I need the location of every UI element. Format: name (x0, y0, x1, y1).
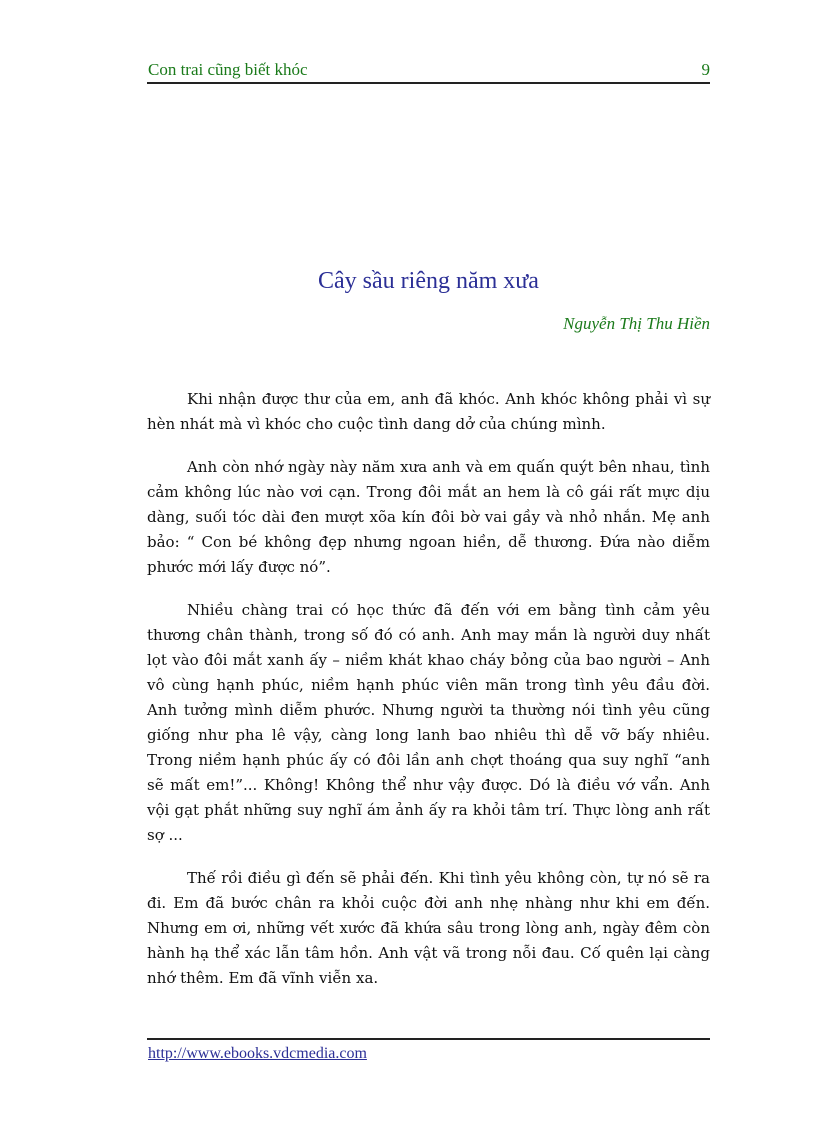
paragraph: Nhiều chàng trai có học thức đã đến với em bằng tình cảm yêu thương chân thành, trong số đó có anh. Anh may mắn là người duy nhất lọt vào đôi mắt xanh ấy – niềm khát khao cháy bỏng của bao người – Anh vô cùng hạnh phúc, niềm hạnh phúc viên mãn trong tình yêu đầu đời. Anh tưởng mình diễm phước. Nhưng người ta thường nói tình yêu cũng giống như pha lê vậy, càng long lanh bao nhiêu thì dễ vỡ bấy nhiêu. Trong niềm hạnh phúc ấy có đôi lần anh chợt thoáng qua suy nghĩ “anh sẽ mất em!”... Không! Không thể như vậy được. Dó là điều vớ vẩn. Anh vội gạt phắt những suy nghĩ ám ảnh ấy ra khỏi tâm trí. Thực lòng anh rất sợ ... (147, 601, 710, 844)
story-author: Nguyễn Thị Thu Hiền (563, 314, 710, 333)
page-number: 9 (701, 60, 710, 79)
book-title: Con trai cũng biết khóc (148, 60, 308, 79)
story-body (147, 387, 710, 1009)
paragraph: Khi nhận được thư của em, anh đã khóc. Anh khóc không phải vì sự hèn nhát mà vì khóc cho cuộc tình dang dở của chúng mình. (147, 390, 710, 433)
story-title: Cây sầu riêng năm xưa (318, 268, 539, 294)
paragraph: Anh còn nhớ ngày này năm xưa anh và em quấn quýt bên nhau, tình cảm không lúc nào vơi cạn. Trong đôi mắt an hem là cô gái rất mực dịu dàng, suối tóc dài đen mượt xõa kín đôi bờ vai gầy và nhỏ nhắn. Mẹ anh bảo: “ Con bé không đẹp nhưng ngoan hiền, dễ thương. Đứa nào diễm phước mới lấy được nó”. (147, 458, 710, 576)
running-header (147, 58, 710, 84)
footer-divider (147, 1038, 710, 1040)
paragraph: Thế rồi điều gì đến sẽ phải đến. Khi tình yêu không còn, tự nó sẽ ra đi. Em đã bước chân ra khỏi cuộc đời anh nhẹ nhàng như khi em đến. Nhưng em ơi, những vết xước đã khứa sâu trong lòng anh, ngày đêm còn hành hạ thể xác lẫn tâm hồn. Anh vật vã trong nỗi đau. Cố quên lại càng nhớ thêm. Em đã vĩnh viễn xa. (147, 869, 710, 987)
footer-link[interactable]: http://www.ebooks.vdcmedia.com (148, 1045, 367, 1062)
